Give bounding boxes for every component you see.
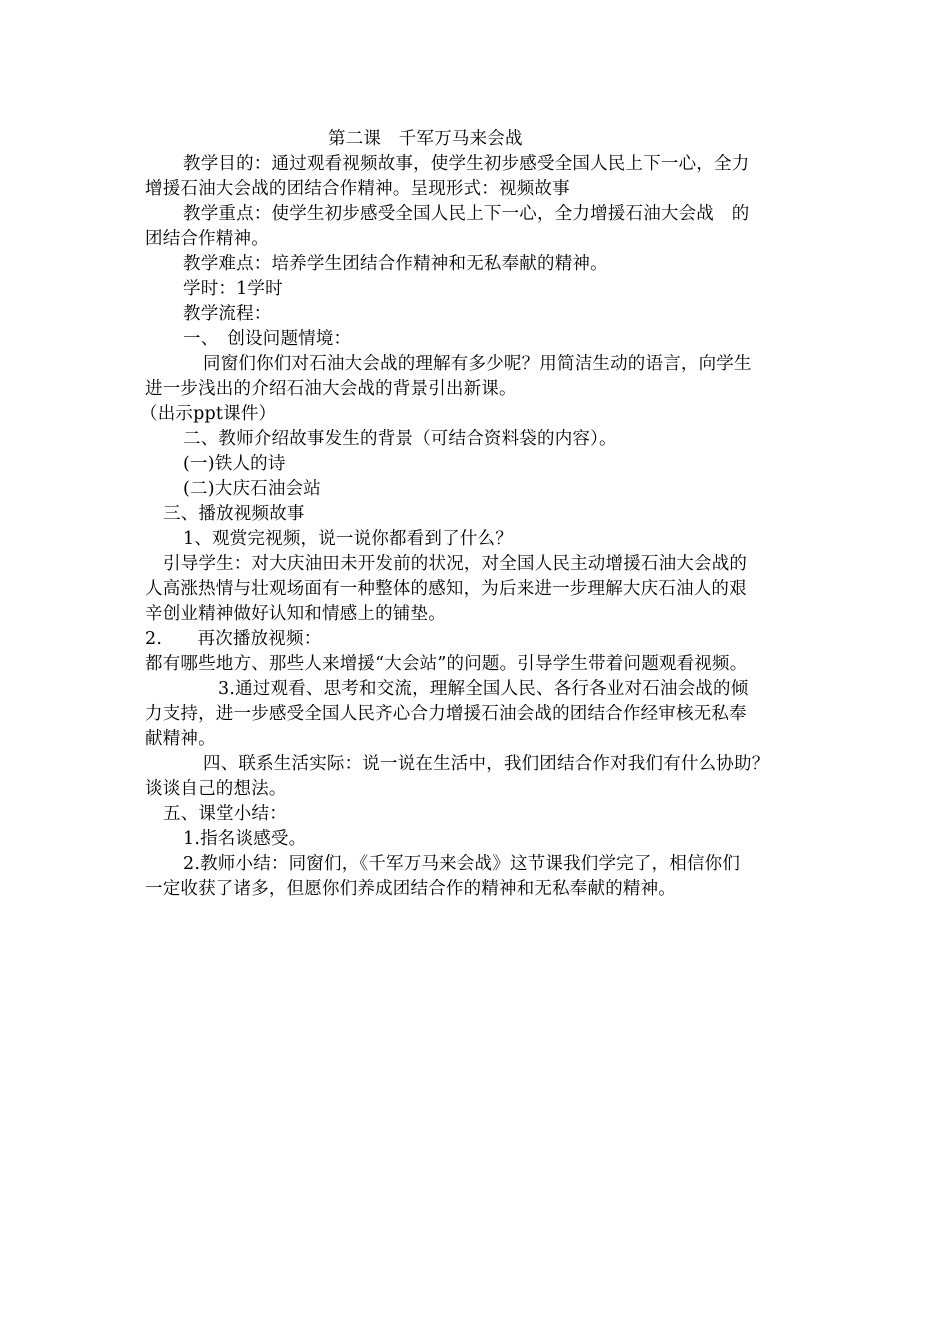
paragraph-line: 2. 再次播放视频： — [145, 629, 322, 649]
paragraph-line: 引导学生：对大庆油田未开发前的状况，对全国人民主动增援石油大会战的 — [163, 554, 748, 574]
paragraph-line: 人高涨热情与壮观场面有一种整体的感知，为后来进一步理解大庆石油人的艰 — [145, 579, 747, 599]
paragraph-line: 教学重点：使学生初步感受全国人民上下一心，全力增援石油大会战 的 — [183, 204, 750, 224]
paragraph-line: 辛创业精神做好认知和情感上的铺垫。 — [145, 604, 446, 624]
section-heading: 四、联系生活实际：说一说在生活中，我们团结合作对我们有什么协助？ — [203, 754, 770, 774]
section-heading: 二、教师介绍故事发生的背景（可结合资料袋的内容）。 — [183, 429, 617, 449]
paragraph-line: 1、观赏完视频，说一说你都看到了什么？ — [183, 529, 513, 549]
paragraph-line: 力支持，进一步感受全国人民齐心合力增援石油会战的团结合作经审核无私奉 — [145, 704, 747, 724]
paragraph-line: 增援石油大会战的团结合作精神。呈现形式：视频故事 — [145, 179, 570, 199]
paragraph-line: 都有哪些地方、那些人来增援“大会站”的问题。引导学生带着问题观看视频。 — [145, 654, 748, 674]
paragraph-line: 团结合作精神。 — [145, 229, 269, 249]
paragraph-line: 献精神。 — [145, 729, 216, 749]
paragraph-line: 教学难点：培养学生团结合作精神和无私奉献的精神。 — [183, 254, 608, 274]
section-heading: 五、课堂小结： — [163, 804, 287, 824]
paragraph-line: 进一步浅出的介绍石油大会战的背景引出新课。 — [145, 379, 517, 399]
paragraph-line: 同窗们你们对石油大会战的理解有多少呢？用简洁生动的语言，向学生 — [203, 354, 752, 374]
paragraph-line: 一定收获了诸多，但愿你们养成团结合作的精神和无私奉献的精神。 — [145, 879, 676, 899]
paragraph-line: 学时：1学时 — [183, 279, 283, 299]
section-heading: 三、播放视频故事 — [163, 504, 305, 524]
paragraph-line: （出示ppt课件） — [140, 404, 277, 424]
paragraph-line: 教学流程： — [183, 304, 272, 324]
document-title: 第二课 千军万马来会战 — [328, 129, 523, 149]
paragraph-line: 2.教师小结：同窗们，《千军万马来会战》这节课我们学完了，相信你们 — [183, 854, 741, 874]
paragraph-line: 谈谈自己的想法。 — [145, 779, 287, 799]
section-heading: 一、 创设问题情境： — [183, 329, 352, 349]
subsection-line: (二)大庆石油会站 — [183, 479, 321, 499]
paragraph-line: 教学目的：通过观看视频故事，使学生初步感受全国人民上下一心，全力 — [183, 154, 750, 174]
paragraph-line: 1.指名谈感受。 — [183, 829, 307, 849]
subsection-line: (一)铁人的诗 — [183, 454, 286, 474]
paragraph-line: 3.通过观看、思考和交流，理解全国人民、各行各业对石油会战的倾 — [218, 679, 749, 699]
